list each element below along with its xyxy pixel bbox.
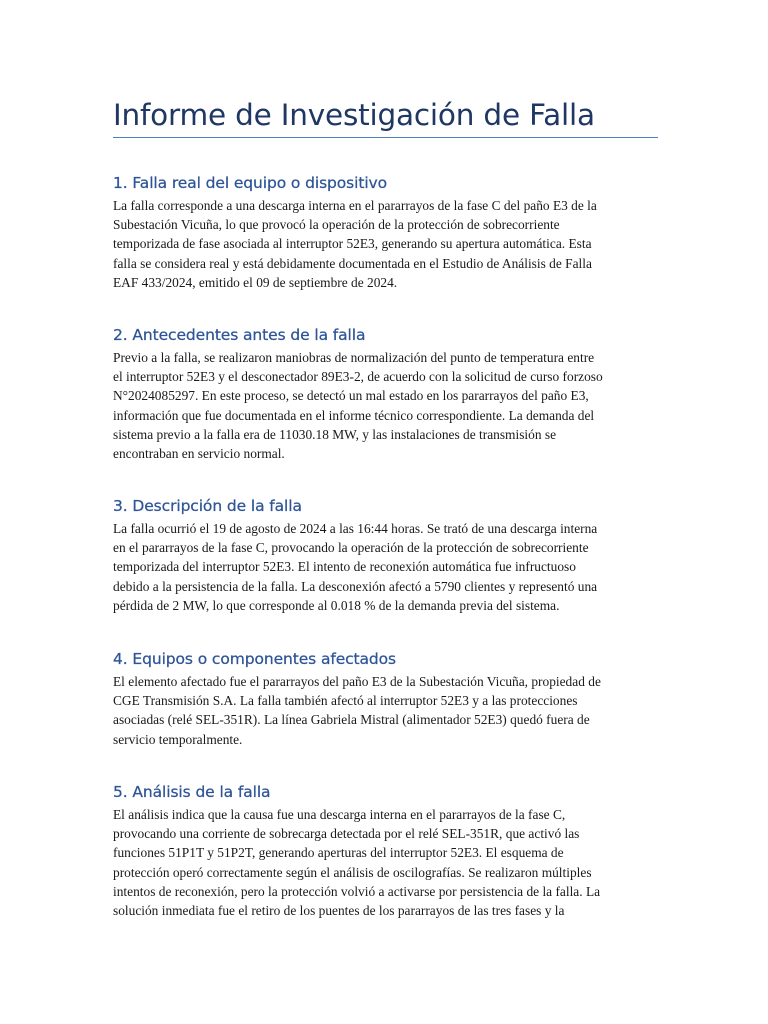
- section-heading: 5. Análisis de la falla: [113, 783, 271, 801]
- section-body: Previo a la falla, se realizaron maniobras de normalización del punto de temperatura entre el interruptor 52E3 y el desconectador 89E3-2, de acuerdo con la solicitud de curso forzoso N°2024085297. En este proceso, se detectó un mal estado en los pararrayos del paño E3, información que fue documentada en el informe técnico correspondiente. La demanda del sistema previo a la falla era de 11030.18 MW, y las instalaciones de transmisión se encontraban en servicio normal.: [113, 350, 603, 462]
- section-antecedentes: [113, 324, 658, 463]
- section-heading: 3. Descripción de la falla: [113, 497, 302, 515]
- section-body: El elemento afectado fue el pararrayos del paño E3 de la Subestación Vicuña, propiedad de CGE Transmisión S.A. La falla también afectó al interruptor 52E3 y a las protecciones asociadas (relé SEL-351R). La línea Gabriela Mistral (alimentador 52E3) quedó fuera de servicio temporalmente.: [113, 674, 601, 747]
- section-heading: 1. Falla real del equipo o dispositivo: [113, 174, 387, 192]
- section-body: La falla corresponde a una descarga interna en el pararrayos de la fase C del paño E3 de la Subestación Vicuña, lo que provocó la operación de la protección de sobrecorriente temporizada de fase asociada al interruptor 52E3, generando su apertura automática. Esta falla se considera real y está debidamente documentada en el Estudio de Análisis de Falla EAF 433/2024, emitido el 09 de septiembre de 2024.: [113, 198, 597, 290]
- document-title: Informe de Investigación de Falla: [113, 93, 658, 138]
- section-heading: 4. Equipos o componentes afectados: [113, 650, 397, 668]
- section-body: La falla ocurrió el 19 de agosto de 2024 a las 16:44 horas. Se trató de una descarga interna en el pararrayos de la fase C, provocando la operación de la protección de sobrecorriente temporizada del interruptor 52E3. El intento de reconexión automática fue infructuoso debido a la persistencia de la falla. La desconexión afectó a 5790 clientes y representó una pérdida de 2 MW, lo que corresponde al 0.018 % de la demanda previa del sistema.: [113, 521, 598, 613]
- section-equipos-afectados: [113, 648, 658, 749]
- section-heading: 2. Antecedentes antes de la falla: [113, 326, 366, 344]
- section-falla-real: [113, 172, 658, 292]
- section-analisis: [113, 781, 658, 920]
- section-descripcion: [113, 495, 658, 615]
- section-body: El análisis indica que la causa fue una descarga interna en el pararrayos de la fase C, provocando una corriente de sobrecarga detectada por el relé SEL-351R, que activó las funciones 51P1T y 51P2T, generando aperturas del interruptor 52E3. El esquema de protección operó correctamente según el análisis de oscilografías. Se realizaron múltiples intentos de reconexión, pero la protección volvió a activarse por persistencia de la falla. La solución inmediata fue el retiro de los puentes de los pararrayos de las tres fases y la: [113, 807, 601, 919]
